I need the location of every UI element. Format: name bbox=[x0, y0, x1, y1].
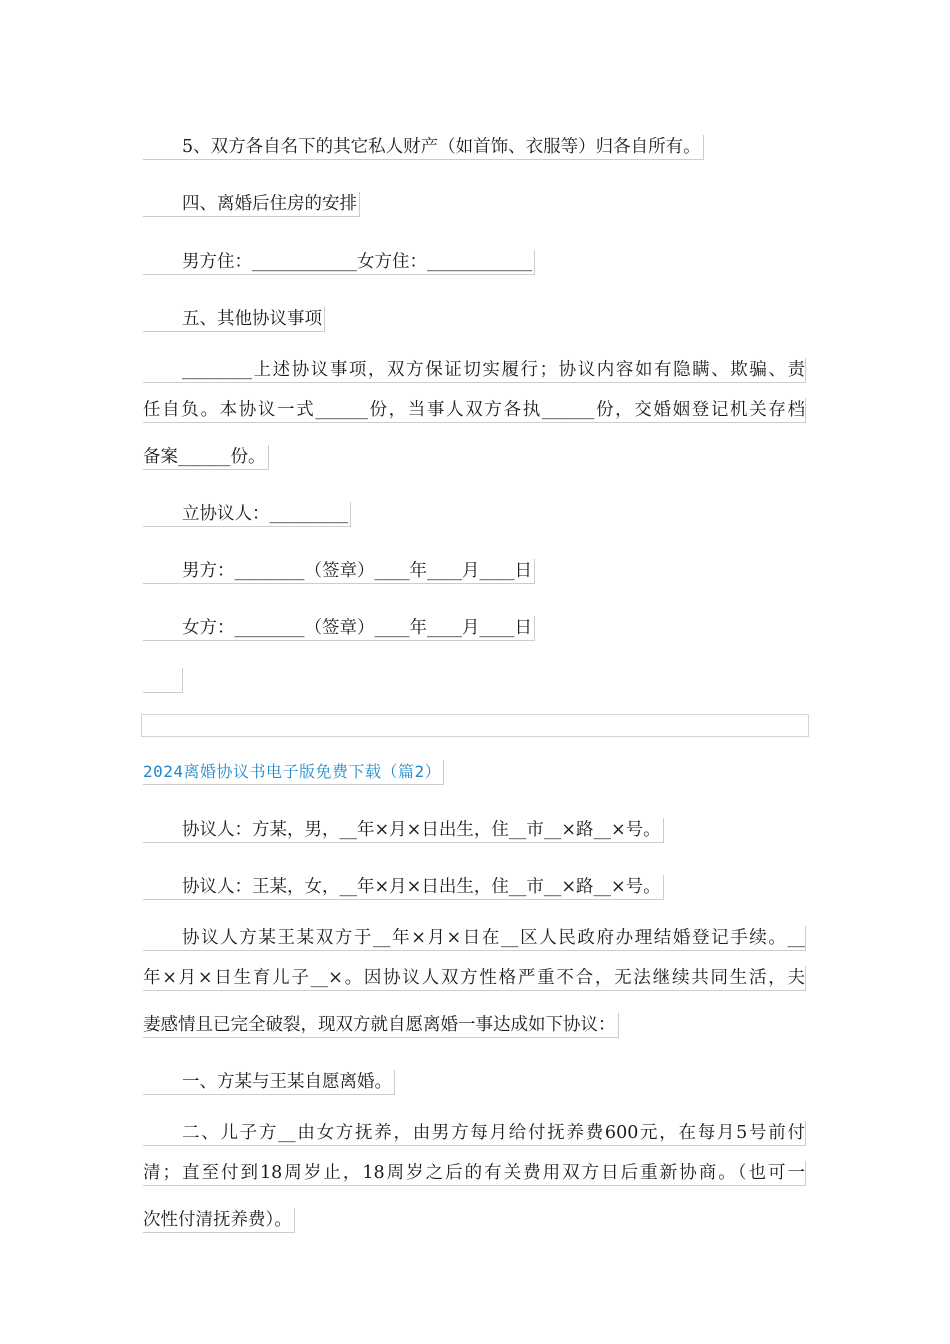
clause-2-paragraph bbox=[143, 1121, 806, 1233]
text-line: 年×月×日生育儿子__×。因协议人双方性格严重不合，无法继续共同生活，夫 bbox=[143, 966, 806, 991]
empty-line-box bbox=[143, 668, 183, 693]
text-line: 二、儿子方__由女方抚养，由男方每月给付抚养费600元，在每月5号前付 bbox=[143, 1121, 806, 1146]
housing-arrangement bbox=[143, 243, 806, 290]
signer-line bbox=[143, 495, 806, 542]
text-line: 男方住：____________女方住：____________ bbox=[143, 250, 535, 275]
text-line: 次性付清抚养费）。 bbox=[143, 1208, 295, 1233]
text-line: 协议人：王某，女，__年×月×日出生，住__市__×路__×号。 bbox=[143, 875, 664, 900]
section-heading-housing bbox=[143, 185, 806, 232]
section-divider bbox=[141, 714, 809, 737]
male-signature-line bbox=[143, 552, 806, 599]
text-line: 5、双方各自名下的其它私人财产（如首饰、衣服等）归各自所有。 bbox=[143, 135, 704, 160]
text-line: 妻感情且已完全破裂，现双方就自愿离婚一事达成如下协议： bbox=[143, 1013, 619, 1038]
other-matters-paragraph bbox=[143, 358, 806, 470]
text-line: 清；直至付到18周岁止，18周岁之后的有关费用双方日后重新协商。（也可一 bbox=[143, 1161, 806, 1186]
text-line: 协议人：方某，男，__年×月×日出生，住__市__×路__×号。 bbox=[143, 818, 664, 843]
property-clause-5 bbox=[143, 128, 806, 175]
article-title-link[interactable]: 2024离婚协议书电子版免费下载（篇2） bbox=[143, 760, 444, 785]
text-line: 一、方某与王某自愿离婚。 bbox=[143, 1070, 395, 1095]
text-line: ________上述协议事项，双方保证切实履行；协议内容如有隐瞒、欺骗、责 bbox=[143, 358, 806, 383]
text-line: 任自负。本协议一式______份，当事人双方各执______份，交婚姻登记机关存档 bbox=[143, 398, 806, 423]
text-line: 女方：________（签章）____年____月____日 bbox=[143, 616, 535, 641]
clause-1 bbox=[143, 1063, 806, 1110]
text-line: 立协议人：_________ bbox=[143, 502, 351, 527]
heading-text: 四、离婚后住房的安排 bbox=[143, 192, 360, 217]
party-1-line bbox=[143, 811, 806, 858]
text-line: 男方：________（签章）____年____月____日 bbox=[143, 559, 535, 584]
party-2-line bbox=[143, 868, 806, 915]
text-line: 协议人方某王某双方于__年×月×日在__区人民政府办理结婚登记手续。__ bbox=[143, 926, 806, 951]
section-2-title bbox=[143, 753, 806, 800]
section-heading-other bbox=[143, 300, 806, 347]
heading-text: 五、其他协议事项 bbox=[143, 307, 325, 332]
female-signature-line bbox=[143, 609, 806, 656]
text-line: 备案______份。 bbox=[143, 445, 269, 470]
intro-paragraph bbox=[143, 926, 806, 1038]
